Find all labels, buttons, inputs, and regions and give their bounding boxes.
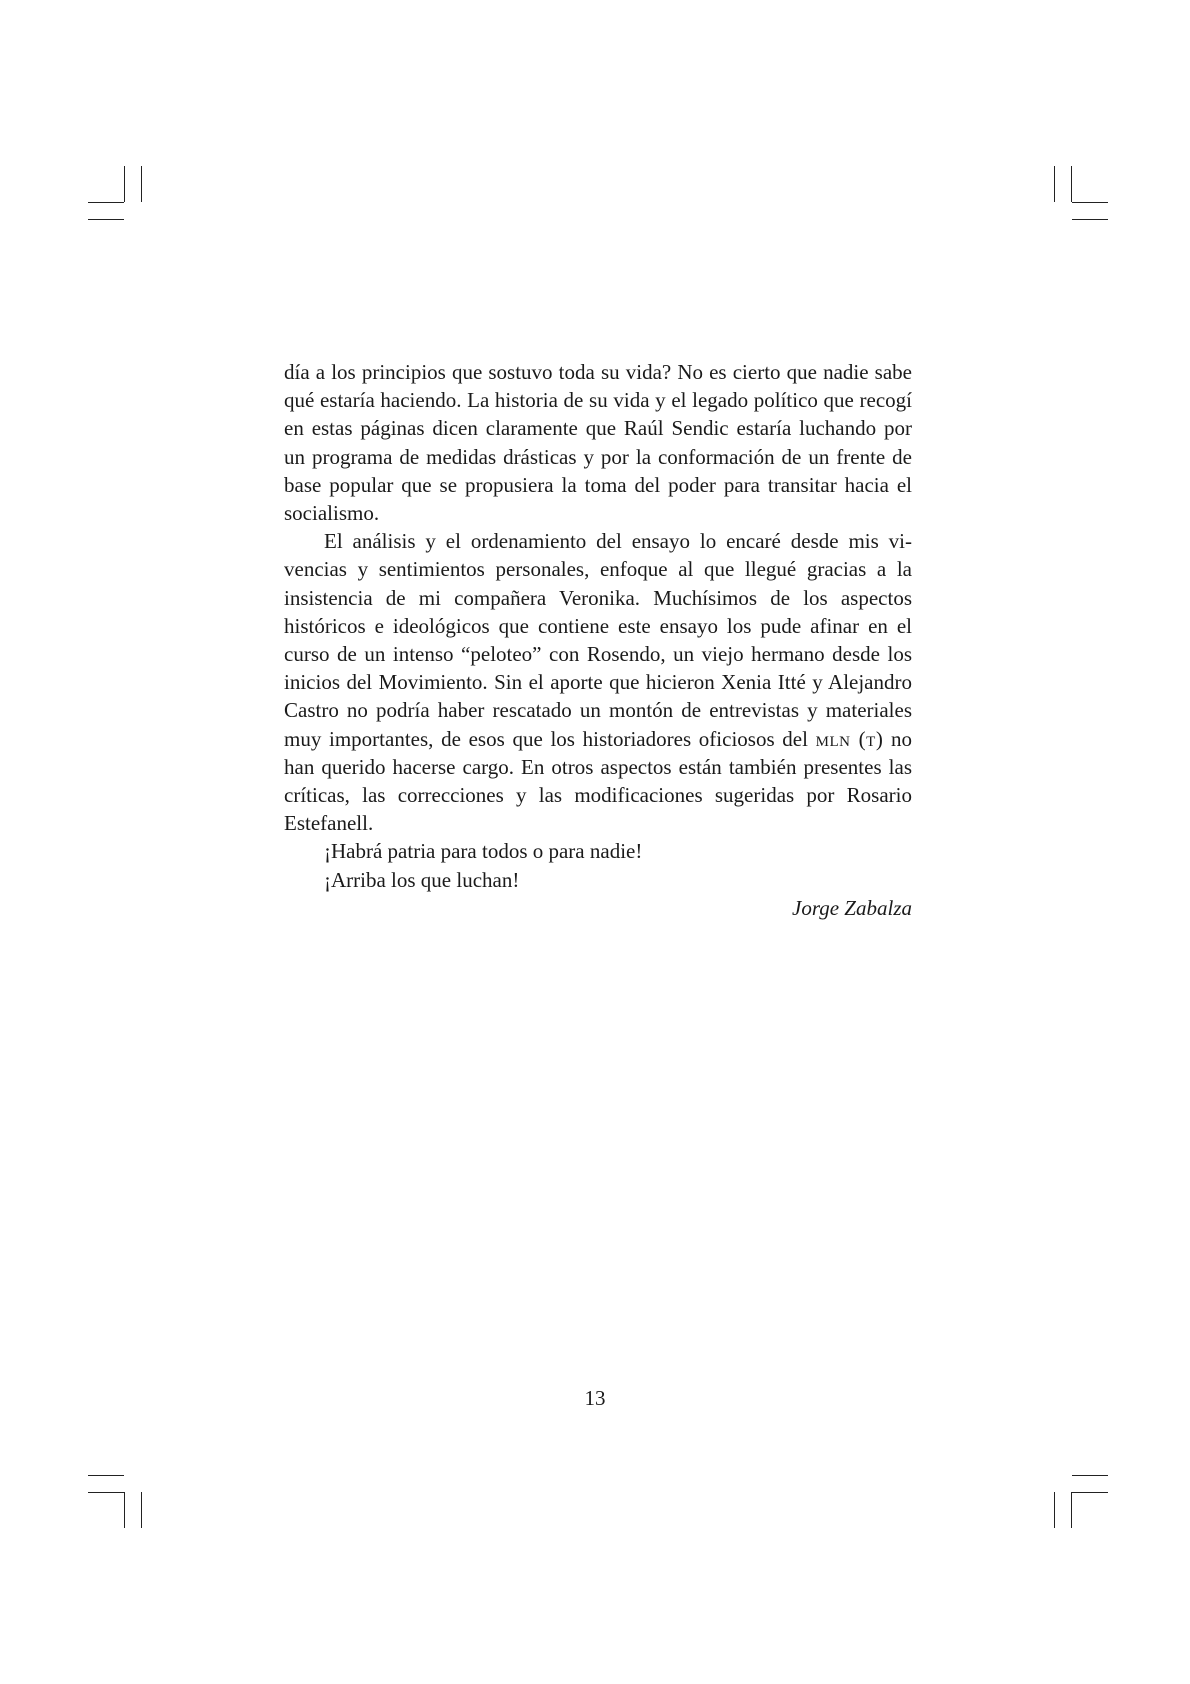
crop-mark xyxy=(1071,1492,1072,1528)
crop-mark xyxy=(124,1492,125,1528)
crop-mark xyxy=(124,166,125,202)
crop-mark xyxy=(1072,1475,1108,1476)
closing-line: ¡Arriba los que luchan! xyxy=(324,867,520,892)
page-number: 13 xyxy=(584,1386,606,1410)
crop-mark xyxy=(88,1492,124,1493)
crop-mark xyxy=(1071,166,1072,202)
closing-line: ¡Habrá patria para todos o para nadie! xyxy=(324,839,643,864)
paragraph xyxy=(284,527,912,837)
crop-mark xyxy=(88,1475,124,1476)
crop-mark xyxy=(1054,1492,1055,1528)
crop-mark xyxy=(1072,1492,1108,1493)
crop-mark xyxy=(1072,219,1108,220)
crop-mark xyxy=(88,202,124,203)
paragraph: día a los principios que sostuvo toda su vida? No es cierto que nadie sabe qué estaría haciendo. La historia de su vida y el legado político que recogí en estas páginas dicen claramente que Raúl Sendic estaría luchando por un programa de medidas drásticas y por la conformación de un frente de base popular que se propusiera la toma del poder para transitar hacia el socialismo. xyxy=(284,360,912,526)
crop-mark xyxy=(1054,166,1055,202)
crop-mark xyxy=(141,1492,142,1528)
crop-mark xyxy=(1072,202,1108,203)
body-text xyxy=(284,358,912,922)
paragraph-text: El análisis y el ordenamiento del ensayo lo encaré desde mis vivencias y sentimientos personales, enfoque al que llegué gracias a la insistencia de mi compañera Veronika. Muchísimos de los aspectos históricos e ideológicos que contiene este ensayo los pude afinar en el curso de un intenso “peloteo” con Rosendo, un viejo hermano desde los inicios del Movimiento. Sin el aporte que hicieron Xenia Itté y Alejandro Castro no podría haber rescatado un montón de entrevistas y materiales muy importantes, de esos que los historiadores oficiosos del xyxy=(284,529,912,751)
crop-mark xyxy=(141,166,142,202)
crop-mark xyxy=(88,219,124,220)
paragraph-text: no han querido hacerse cargo. En otros aspectos están también presentes las críticas, las correcciones y las modificaciones sugeridas por Rosario Estefanell. xyxy=(284,726,913,836)
signature: Jorge Zabalza xyxy=(792,895,912,920)
abbreviation: mln (t) xyxy=(815,726,884,751)
